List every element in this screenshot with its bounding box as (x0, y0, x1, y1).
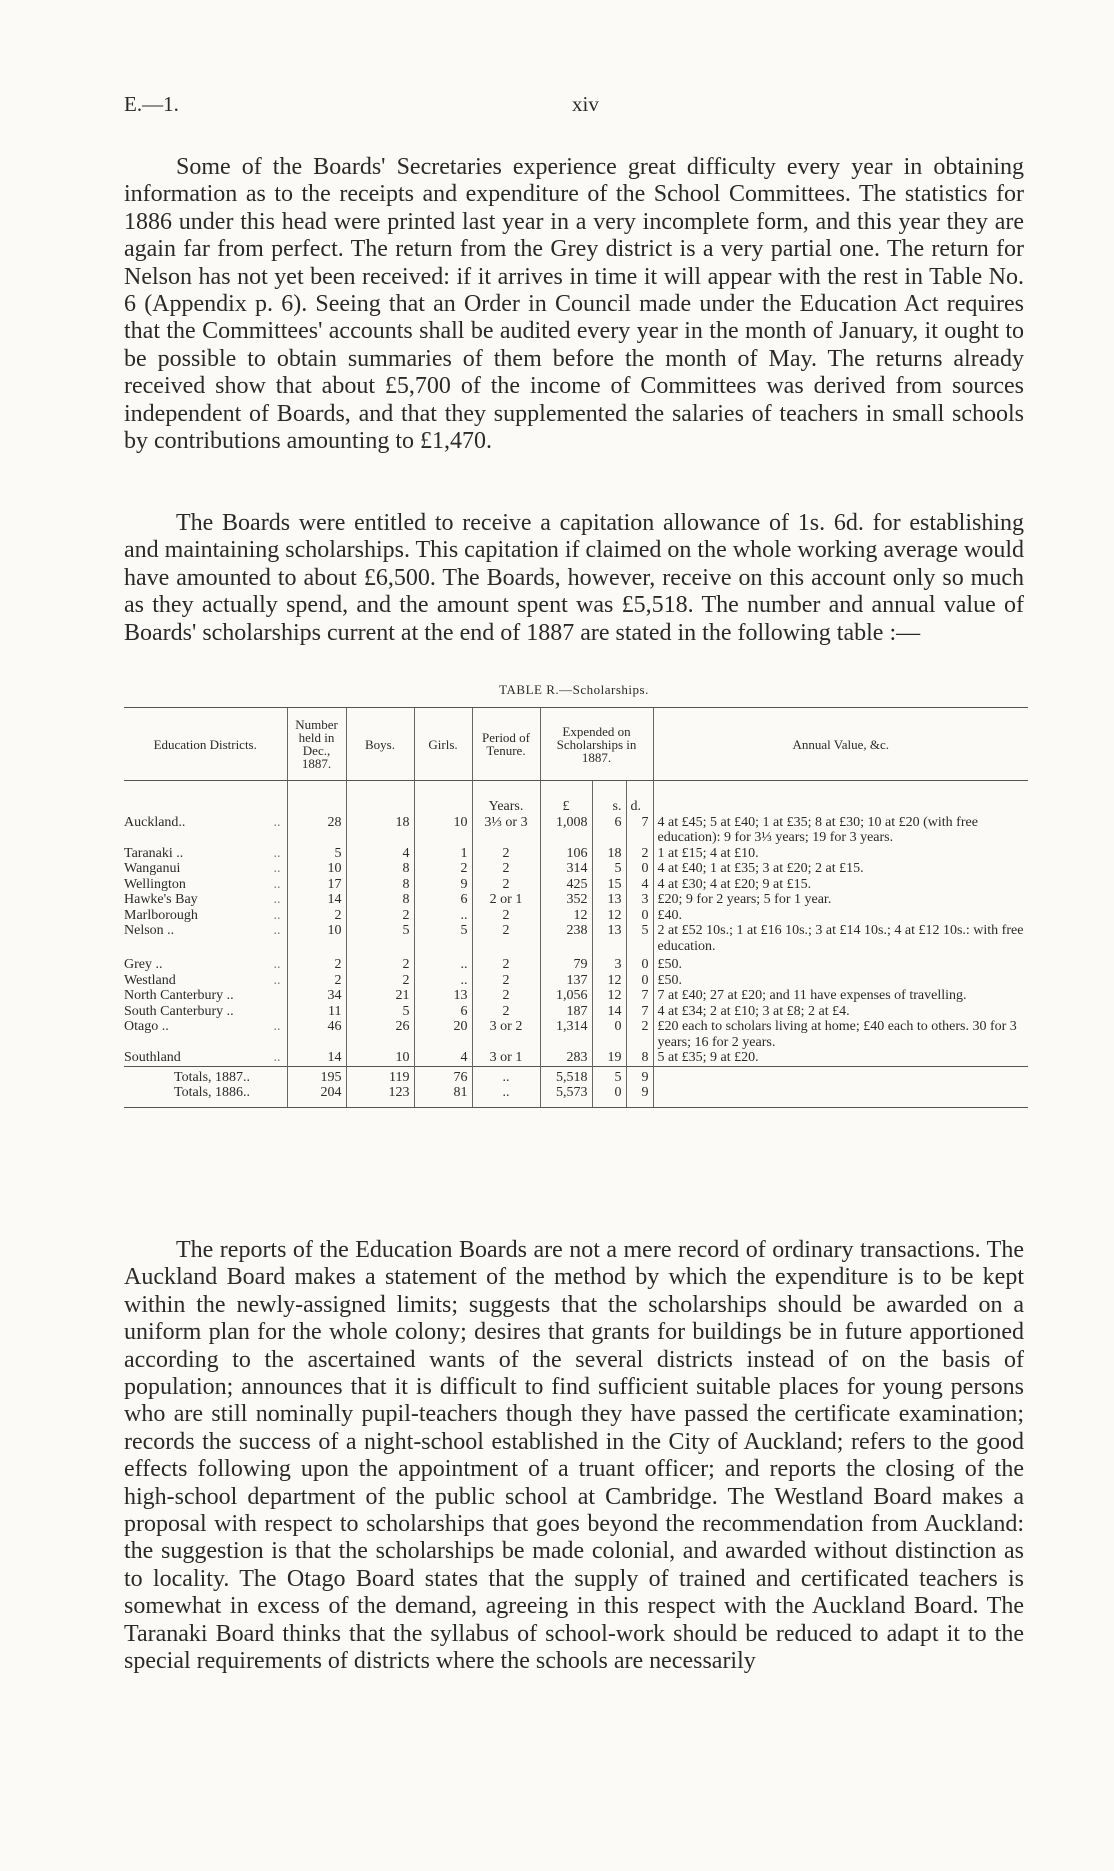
number-held-cell: 17 (287, 877, 346, 893)
annual-value-cell: £40. (653, 908, 1028, 924)
annual-value-cell: 7 at £40; 27 at £20; and 11 have expenses of travelling. (653, 988, 1028, 1004)
district-cell (124, 846, 287, 862)
unit-pounds: £ (540, 781, 592, 815)
district-cell (124, 973, 287, 989)
table-row (124, 877, 1028, 893)
district-name: Marlborough (124, 907, 198, 923)
boys-cell: 2 (346, 954, 414, 973)
table-row (124, 846, 1028, 862)
pounds-cell: 12 (540, 908, 592, 924)
total-pounds-cell: 5,573 (540, 1085, 592, 1107)
totals-label: Totals, 1887.. (124, 1066, 287, 1085)
dot-leader: .. (273, 923, 281, 938)
boys-cell: 10 (346, 1050, 414, 1066)
pence-cell: 7 (626, 988, 653, 1004)
table-row (124, 1050, 1028, 1066)
pence-cell: 7 (626, 815, 653, 846)
number-held-cell: 10 (287, 923, 346, 954)
number-held-cell: 10 (287, 861, 346, 877)
tenure-cell: 2 (472, 1004, 540, 1020)
pounds-cell: 238 (540, 923, 592, 954)
tenure-cell: 2 (472, 988, 540, 1004)
annual-value-cell: 4 at £40; 1 at £35; 3 at £20; 2 at £15. (653, 861, 1028, 877)
total-tenure-cell: .. (472, 1085, 540, 1107)
total-number-cell: 195 (287, 1066, 346, 1085)
district-name: North Canterbury .. (124, 988, 234, 1003)
totals-row (124, 1066, 1028, 1085)
tenure-cell: 2 (472, 846, 540, 862)
district-cell (124, 1019, 287, 1050)
pounds-cell: 1,056 (540, 988, 592, 1004)
col-header-annual: Annual Value, &c. (653, 708, 1028, 781)
annual-value-cell: 2 at £52 10s.; 1 at £16 10s.; 3 at £14 10s.; 4 at £12 10s.: with free education. (653, 923, 1028, 954)
pounds-cell: 1,314 (540, 1019, 592, 1050)
district-name: Otago .. (124, 1019, 169, 1034)
table-row (124, 1019, 1028, 1050)
annual-value-cell: 1 at £15; 4 at £10. (653, 846, 1028, 862)
shillings-cell: 18 (592, 846, 626, 862)
table-header-row (124, 708, 1028, 781)
pence-cell: 3 (626, 892, 653, 908)
pence-cell: 0 (626, 908, 653, 924)
document-reference: E.—1. (124, 92, 179, 116)
pence-cell: 7 (626, 1004, 653, 1020)
shillings-cell: 12 (592, 908, 626, 924)
number-held-cell: 14 (287, 1050, 346, 1066)
paragraph-capitation-allowance: The Boards were entitled to receive a capitation allowance of 1s. 6d. for establishing and maintaining scholarships. This capitation if claimed on the whole working average would have amounted to about £6,500. The Boards, however, receive on this account only so much as they actually spend, and the amount spent was £5,518. The number and annual value of Boards' scholarships current at the end of 1887 are stated in the following table :— (124, 510, 1024, 646)
total-girls-cell: 81 (414, 1085, 472, 1107)
boys-cell: 2 (346, 908, 414, 924)
girls-cell: 5 (414, 923, 472, 954)
number-held-cell: 2 (287, 954, 346, 973)
boys-cell: 8 (346, 877, 414, 893)
tenure-cell: 2 (472, 861, 540, 877)
district-name: Hawke's Bay (124, 892, 198, 907)
girls-cell: .. (414, 954, 472, 973)
total-shillings-cell: 0 (592, 1085, 626, 1107)
district-cell (124, 1050, 287, 1066)
tenure-cell: 2 (472, 877, 540, 893)
pence-cell: 8 (626, 1050, 653, 1066)
total-pence-cell: 9 (626, 1085, 653, 1107)
boys-cell: 8 (346, 892, 414, 908)
district-name: Southland (124, 1050, 181, 1065)
table-row (124, 1004, 1028, 1020)
paragraph-board-reports: The reports of the Education Boards are not a mere record of ordinary transactions. The Auckland Board makes a statement of the method by which the expenditure is to be kept within the newly-assigned limits; suggests that the scholarships should be awarded on a uniform plan for the whole colony; desires that grants for buildings be in future apportioned according to the ascertained wants of the several districts instead of on the basis of population; announces that it is difficult to find sufficient suitable places for young persons who are still nominally pupil-teachers though they have passed the certificate examination; records the success of a night-school established in the City of Auckland; refers to the good effects following upon the appointment of a truant officer; and reports the closing of the high-school department of the public school at Cambridge. The Westland Board makes a proposal with respect to scholarships that goes beyond the recommendation from Auckland: the suggestion is that the scholarships be made colonial, and awarded without distinction as to locality. The Otago Board states that the supply of trained and certificated teachers is somewhat in excess of the demand, agreeing in this respect with the Auckland Board. The Taranaki Board thinks that the syllabus of school-work should be reduced to adapt it to the special requirements of districts where the schools are necessarily (124, 1237, 1024, 1675)
tenure-cell: 2 (472, 954, 540, 973)
page-number: xiv (572, 92, 599, 116)
pence-cell: 2 (626, 1019, 653, 1050)
total-number-cell: 204 (287, 1085, 346, 1107)
shillings-cell: 12 (592, 973, 626, 989)
pence-cell: 2 (626, 846, 653, 862)
district-cell (124, 892, 287, 908)
girls-cell: 10 (414, 815, 472, 846)
girls-cell: .. (414, 908, 472, 924)
table-row (124, 973, 1028, 989)
total-boys-cell: 123 (346, 1085, 414, 1107)
district-cell (124, 815, 287, 846)
girls-cell: 6 (414, 892, 472, 908)
girls-cell: 2 (414, 861, 472, 877)
total-pence-cell: 9 (626, 1066, 653, 1085)
total-girls-cell: 76 (414, 1066, 472, 1085)
number-held-cell: 5 (287, 846, 346, 862)
shillings-cell: 13 (592, 892, 626, 908)
boys-cell: 21 (346, 988, 414, 1004)
district-name: Wanganui (124, 861, 181, 876)
district-name: Nelson .. (124, 923, 175, 938)
pence-cell: 0 (626, 954, 653, 973)
tenure-cell: 3 or 1 (472, 1050, 540, 1066)
district-name: Grey .. (124, 957, 163, 972)
pounds-cell: 106 (540, 846, 592, 862)
boys-cell: 2 (346, 973, 414, 989)
col-header-girls: Girls. (414, 708, 472, 781)
annual-value-cell: 5 at £35; 9 at £20. (653, 1050, 1028, 1066)
total-annual-cell (653, 1085, 1028, 1107)
district-name: Taranaki .. (124, 845, 184, 861)
col-header-district: Education Districts. (124, 708, 287, 781)
table-row (124, 923, 1028, 954)
total-tenure-cell: .. (472, 1066, 540, 1085)
dot-leader: .. (273, 972, 281, 988)
shillings-cell: 6 (592, 815, 626, 846)
dot-leader: .. (273, 876, 281, 892)
dot-leader: .. (273, 957, 281, 972)
district-cell (124, 1004, 287, 1020)
total-pounds-cell: 5,518 (540, 1066, 592, 1085)
shillings-cell: 3 (592, 954, 626, 973)
number-held-cell: 34 (287, 988, 346, 1004)
pounds-cell: 283 (540, 1050, 592, 1066)
pounds-cell: 187 (540, 1004, 592, 1020)
pence-cell: 5 (626, 923, 653, 954)
tenure-cell: 2 (472, 923, 540, 954)
col-header-tenure: Period of Tenure. (472, 708, 540, 781)
totals-label: Totals, 1886.. (124, 1085, 287, 1107)
dot-leader: .. (273, 861, 281, 876)
dot-leader: .. (273, 907, 281, 923)
boys-cell: 26 (346, 1019, 414, 1050)
col-header-number: Number held in Dec., 1887. (287, 708, 346, 781)
district-cell (124, 908, 287, 924)
tenure-cell: 3⅓ or 3 (472, 815, 540, 846)
annual-value-cell: 4 at £30; 4 at £20; 9 at £15. (653, 877, 1028, 893)
pounds-cell: 137 (540, 973, 592, 989)
tenure-cell: 2 (472, 908, 540, 924)
shillings-cell: 5 (592, 861, 626, 877)
number-held-cell: 46 (287, 1019, 346, 1050)
dot-leader: .. (273, 814, 281, 830)
girls-cell: 9 (414, 877, 472, 893)
district-name: South Canterbury .. (124, 1003, 234, 1019)
district-cell (124, 923, 287, 954)
shillings-cell: 13 (592, 923, 626, 954)
units-row (124, 781, 1028, 815)
dot-leader: .. (273, 892, 281, 907)
pounds-cell: 314 (540, 861, 592, 877)
girls-cell: 20 (414, 1019, 472, 1050)
tenure-cell: 2 (472, 973, 540, 989)
shillings-cell: 14 (592, 1004, 626, 1020)
district-name: Westland (124, 972, 176, 988)
annual-value-cell: £50. (653, 973, 1028, 989)
district-cell (124, 988, 287, 1004)
boys-cell: 18 (346, 815, 414, 846)
boys-cell: 4 (346, 846, 414, 862)
pounds-cell: 425 (540, 877, 592, 893)
unit-shillings: s. (592, 781, 626, 815)
total-annual-cell (653, 1066, 1028, 1085)
paragraph-committee-statistics: Some of the Boards' Secretaries experience great difficulty every year in obtaining information as to the receipts and expenditure of the School Committees. The statistics for 1886 under this head were printed last year in a very incomplete form, and this year they are again far from perfect. The return from the Grey district is a very partial one. The return for Nelson has not yet been received: if it arrives in time it will appear with the rest in Table No. 6 (Appendix p. 6). Seeing that an Order in Council made under the Education Act requires that the Committees' accounts shall be audited every year in the month of January, it ought to be possible to obtain summaries of them before the month of May. The returns already received show that about £5,700 of the income of Committees was derived from sources independent of Boards, and that they supplemented the salaries of teachers in small schools by contributions amounting to £1,470. (124, 154, 1024, 455)
shillings-cell: 0 (592, 1019, 626, 1050)
girls-cell: 4 (414, 1050, 472, 1066)
girls-cell: 13 (414, 988, 472, 1004)
unit-pence: d. (626, 781, 653, 815)
annual-value-cell: £50. (653, 954, 1028, 973)
total-boys-cell: 119 (346, 1066, 414, 1085)
dot-leader: .. (273, 1050, 281, 1065)
boys-cell: 5 (346, 1004, 414, 1020)
pounds-cell: 1,008 (540, 815, 592, 846)
annual-value-cell: 4 at £45; 5 at £40; 1 at £35; 8 at £30; 10 at £20 (with free education): 9 for 3⅓ years; 19 for 3 years. (653, 815, 1028, 846)
pence-cell: 4 (626, 877, 653, 893)
pounds-cell: 79 (540, 954, 592, 973)
number-held-cell: 28 (287, 815, 346, 846)
girls-cell: .. (414, 973, 472, 989)
girls-cell: 6 (414, 1004, 472, 1020)
district-name: Wellington (124, 876, 186, 892)
shillings-cell: 19 (592, 1050, 626, 1066)
shillings-cell: 12 (592, 988, 626, 1004)
dot-leader: .. (273, 845, 281, 861)
pence-cell: 0 (626, 861, 653, 877)
number-held-cell: 2 (287, 908, 346, 924)
shillings-cell: 15 (592, 877, 626, 893)
tenure-cell: 3 or 2 (472, 1019, 540, 1050)
district-cell (124, 954, 287, 973)
table-row (124, 988, 1028, 1004)
tenure-cell: 2 or 1 (472, 892, 540, 908)
number-held-cell: 11 (287, 1004, 346, 1020)
col-header-boys: Boys. (346, 708, 414, 781)
district-name: Auckland.. (124, 814, 186, 830)
col-header-expended: Expended on Scholarships in 1887. (540, 708, 653, 781)
unit-years: Years. (472, 781, 540, 815)
annual-value-cell: 4 at £34; 2 at £10; 3 at £8; 2 at £4. (653, 1004, 1028, 1020)
district-cell (124, 861, 287, 877)
boys-cell: 8 (346, 861, 414, 877)
table-title: TABLE R.—Scholarships. (499, 682, 649, 697)
table-row (124, 861, 1028, 877)
totals-row (124, 1085, 1028, 1107)
scholarships-table (124, 707, 1028, 1108)
dot-leader: .. (273, 1019, 281, 1034)
number-held-cell: 2 (287, 973, 346, 989)
table-row (124, 815, 1028, 846)
annual-value-cell: £20 each to scholars living at home; £40 each to others. 30 for 3 years; 16 for 2 years. (653, 1019, 1028, 1050)
girls-cell: 1 (414, 846, 472, 862)
pounds-cell: 352 (540, 892, 592, 908)
annual-value-cell: £20; 9 for 2 years; 5 for 1 year. (653, 892, 1028, 908)
district-cell (124, 877, 287, 893)
pence-cell: 0 (626, 973, 653, 989)
table-row (124, 954, 1028, 973)
table-row (124, 892, 1028, 908)
table-row (124, 908, 1028, 924)
page-header (124, 92, 1024, 122)
number-held-cell: 14 (287, 892, 346, 908)
boys-cell: 5 (346, 923, 414, 954)
total-shillings-cell: 5 (592, 1066, 626, 1085)
